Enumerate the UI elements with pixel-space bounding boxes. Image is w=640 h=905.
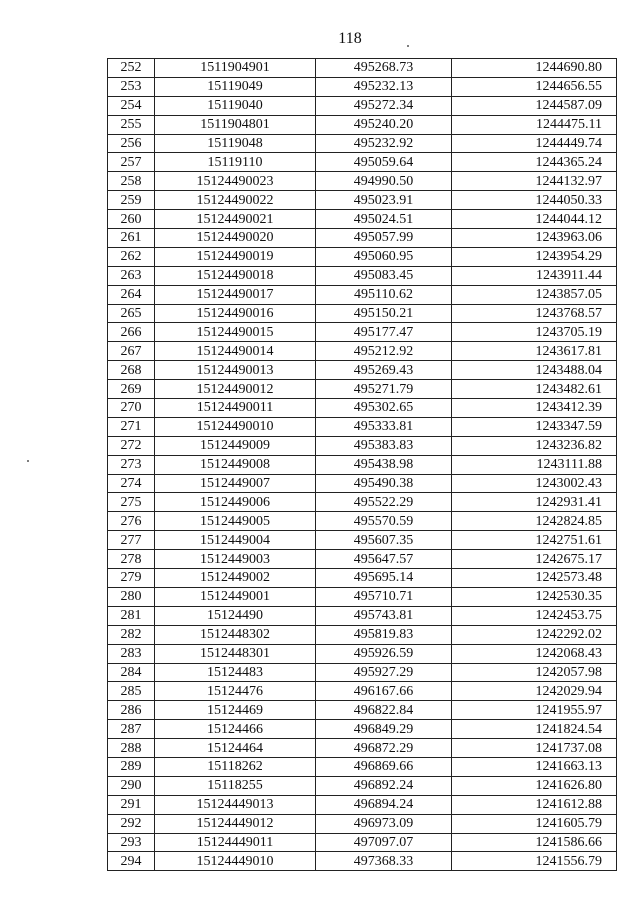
- y-coordinate-cell: 1242530.35: [452, 587, 617, 606]
- point-id-cell: 15124464: [155, 739, 316, 758]
- point-id-cell: 15124490: [155, 606, 316, 625]
- point-id-cell: 15124490016: [155, 304, 316, 323]
- row-number-cell: 274: [108, 474, 155, 493]
- point-id-cell: 15124490011: [155, 399, 316, 418]
- x-coordinate-cell: 495268.73: [316, 59, 452, 78]
- table-row: [108, 587, 617, 606]
- point-id-cell: 15124490018: [155, 266, 316, 285]
- row-number-cell: 269: [108, 380, 155, 399]
- point-id-cell: 15124476: [155, 682, 316, 701]
- x-coordinate-cell: 495647.57: [316, 550, 452, 569]
- table-row: [108, 266, 617, 285]
- table-row: [108, 644, 617, 663]
- table-row: [108, 59, 617, 78]
- row-number-cell: 272: [108, 436, 155, 455]
- x-coordinate-cell: 496892.24: [316, 776, 452, 795]
- x-coordinate-cell: 496849.29: [316, 720, 452, 739]
- row-number-cell: 280: [108, 587, 155, 606]
- table-row: [108, 682, 617, 701]
- row-number-cell: 254: [108, 96, 155, 115]
- row-number-cell: 282: [108, 625, 155, 644]
- table-row: [108, 493, 617, 512]
- x-coordinate-cell: 495819.83: [316, 625, 452, 644]
- y-coordinate-cell: 1243963.06: [452, 229, 617, 248]
- x-coordinate-cell: 495271.79: [316, 380, 452, 399]
- row-number-cell: 275: [108, 493, 155, 512]
- y-coordinate-cell: 1242068.43: [452, 644, 617, 663]
- y-coordinate-cell: 1243705.19: [452, 323, 617, 342]
- x-coordinate-cell: 494990.50: [316, 172, 452, 191]
- table-row: [108, 606, 617, 625]
- x-coordinate-cell: 496822.84: [316, 701, 452, 720]
- y-coordinate-cell: 1242057.98: [452, 663, 617, 682]
- table-body: [108, 59, 617, 871]
- row-number-cell: 288: [108, 739, 155, 758]
- y-coordinate-cell: 1242292.02: [452, 625, 617, 644]
- x-coordinate-cell: 495269.43: [316, 361, 452, 380]
- x-coordinate-cell: 495333.81: [316, 417, 452, 436]
- point-id-cell: 15124466: [155, 720, 316, 739]
- x-coordinate-cell: 495024.51: [316, 210, 452, 229]
- table-row: [108, 739, 617, 758]
- table-row: [108, 361, 617, 380]
- y-coordinate-cell: 1243911.44: [452, 266, 617, 285]
- table-row: [108, 172, 617, 191]
- page-number: 118: [338, 30, 362, 47]
- x-coordinate-cell: 495272.34: [316, 96, 452, 115]
- row-number-cell: 252: [108, 59, 155, 78]
- x-coordinate-cell: 495383.83: [316, 436, 452, 455]
- x-coordinate-cell: 495057.99: [316, 229, 452, 248]
- row-number-cell: 281: [108, 606, 155, 625]
- table-row: [108, 342, 617, 361]
- x-coordinate-cell: 496872.29: [316, 739, 452, 758]
- x-coordinate-cell: 495926.59: [316, 644, 452, 663]
- point-id-cell: 15124490022: [155, 191, 316, 210]
- y-coordinate-cell: 1244449.74: [452, 134, 617, 153]
- x-coordinate-cell: 495150.21: [316, 304, 452, 323]
- x-coordinate-cell: 495607.35: [316, 531, 452, 550]
- table-row: [108, 134, 617, 153]
- table-row: [108, 436, 617, 455]
- y-coordinate-cell: 1243482.61: [452, 380, 617, 399]
- table-row: [108, 795, 617, 814]
- x-coordinate-cell: 495059.64: [316, 153, 452, 172]
- x-coordinate-cell: 495232.13: [316, 77, 452, 96]
- x-coordinate-cell: 495240.20: [316, 115, 452, 134]
- table-row: [108, 96, 617, 115]
- row-number-cell: 273: [108, 455, 155, 474]
- row-number-cell: 287: [108, 720, 155, 739]
- point-id-cell: 15124490014: [155, 342, 316, 361]
- y-coordinate-cell: 1241605.79: [452, 814, 617, 833]
- row-number-cell: 263: [108, 266, 155, 285]
- row-number-cell: 262: [108, 247, 155, 266]
- y-coordinate-cell: 1241556.79: [452, 852, 617, 871]
- y-coordinate-cell: 1243617.81: [452, 342, 617, 361]
- row-number-cell: 291: [108, 795, 155, 814]
- table-row: [108, 417, 617, 436]
- row-number-cell: 260: [108, 210, 155, 229]
- row-number-cell: 284: [108, 663, 155, 682]
- table-row: [108, 701, 617, 720]
- row-number-cell: 253: [108, 77, 155, 96]
- point-id-cell: 1511904801: [155, 115, 316, 134]
- x-coordinate-cell: 495023.91: [316, 191, 452, 210]
- table-row: [108, 625, 617, 644]
- point-id-cell: 1512449004: [155, 531, 316, 550]
- x-coordinate-cell: 495570.59: [316, 512, 452, 531]
- y-coordinate-cell: 1241663.13: [452, 757, 617, 776]
- row-number-cell: 278: [108, 550, 155, 569]
- x-coordinate-cell: 495212.92: [316, 342, 452, 361]
- table-row: [108, 191, 617, 210]
- table-row: [108, 153, 617, 172]
- y-coordinate-cell: 1244050.33: [452, 191, 617, 210]
- point-id-cell: 1512449008: [155, 455, 316, 474]
- table-row: [108, 323, 617, 342]
- point-id-cell: 1512449006: [155, 493, 316, 512]
- y-coordinate-cell: 1243002.43: [452, 474, 617, 493]
- row-number-cell: 277: [108, 531, 155, 550]
- x-coordinate-cell: 495302.65: [316, 399, 452, 418]
- x-coordinate-cell: 495490.38: [316, 474, 452, 493]
- row-number-cell: 276: [108, 512, 155, 531]
- table-row: [108, 531, 617, 550]
- y-coordinate-cell: 1242029.94: [452, 682, 617, 701]
- x-coordinate-cell: 495522.29: [316, 493, 452, 512]
- row-number-cell: 257: [108, 153, 155, 172]
- point-id-cell: 15124490013: [155, 361, 316, 380]
- table-row: [108, 663, 617, 682]
- point-id-cell: 15124490020: [155, 229, 316, 248]
- row-number-cell: 294: [108, 852, 155, 871]
- x-coordinate-cell: 496894.24: [316, 795, 452, 814]
- point-id-cell: 15124490019: [155, 247, 316, 266]
- point-id-cell: 15124490010: [155, 417, 316, 436]
- point-id-cell: 1512448301: [155, 644, 316, 663]
- row-number-cell: 289: [108, 757, 155, 776]
- row-number-cell: 283: [108, 644, 155, 663]
- coordinates-table: [107, 58, 617, 871]
- y-coordinate-cell: 1244044.12: [452, 210, 617, 229]
- stray-mark: [27, 460, 29, 462]
- row-number-cell: 267: [108, 342, 155, 361]
- row-number-cell: 268: [108, 361, 155, 380]
- table-row: [108, 833, 617, 852]
- y-coordinate-cell: 1243954.29: [452, 247, 617, 266]
- table-row: [108, 285, 617, 304]
- y-coordinate-cell: 1242675.17: [452, 550, 617, 569]
- y-coordinate-cell: 1242573.48: [452, 569, 617, 588]
- point-id-cell: 1512449009: [155, 436, 316, 455]
- y-coordinate-cell: 1242824.85: [452, 512, 617, 531]
- table-row: [108, 474, 617, 493]
- y-coordinate-cell: 1242931.41: [452, 493, 617, 512]
- row-number-cell: 286: [108, 701, 155, 720]
- point-id-cell: 15119040: [155, 96, 316, 115]
- y-coordinate-cell: 1244587.09: [452, 96, 617, 115]
- table-row: [108, 776, 617, 795]
- x-coordinate-cell: 495083.45: [316, 266, 452, 285]
- y-coordinate-cell: 1242751.61: [452, 531, 617, 550]
- x-coordinate-cell: 496167.66: [316, 682, 452, 701]
- point-id-cell: 15124469: [155, 701, 316, 720]
- y-coordinate-cell: 1244656.55: [452, 77, 617, 96]
- y-coordinate-cell: 1244132.97: [452, 172, 617, 191]
- y-coordinate-cell: 1241626.80: [452, 776, 617, 795]
- y-coordinate-cell: 1241824.54: [452, 720, 617, 739]
- point-id-cell: 15124449012: [155, 814, 316, 833]
- x-coordinate-cell: 496973.09: [316, 814, 452, 833]
- row-number-cell: 259: [108, 191, 155, 210]
- x-coordinate-cell: 495927.29: [316, 663, 452, 682]
- row-number-cell: 255: [108, 115, 155, 134]
- y-coordinate-cell: 1243347.59: [452, 417, 617, 436]
- y-coordinate-cell: 1241737.08: [452, 739, 617, 758]
- point-id-cell: 1511904901: [155, 59, 316, 78]
- y-coordinate-cell: 1242453.75: [452, 606, 617, 625]
- y-coordinate-cell: 1243488.04: [452, 361, 617, 380]
- point-id-cell: 15119049: [155, 77, 316, 96]
- x-coordinate-cell: 495438.98: [316, 455, 452, 474]
- point-id-cell: 15124490012: [155, 380, 316, 399]
- point-id-cell: 15118255: [155, 776, 316, 795]
- table-row: [108, 852, 617, 871]
- point-id-cell: 1512449005: [155, 512, 316, 531]
- row-number-cell: 264: [108, 285, 155, 304]
- point-id-cell: 1512448302: [155, 625, 316, 644]
- y-coordinate-cell: 1243111.88: [452, 455, 617, 474]
- point-id-cell: 1512449002: [155, 569, 316, 588]
- table-row: [108, 380, 617, 399]
- table-row: [108, 814, 617, 833]
- point-id-cell: 15124490023: [155, 172, 316, 191]
- y-coordinate-cell: 1243236.82: [452, 436, 617, 455]
- table-row: [108, 399, 617, 418]
- x-coordinate-cell: 495710.71: [316, 587, 452, 606]
- y-coordinate-cell: 1243768.57: [452, 304, 617, 323]
- table-row: [108, 115, 617, 134]
- y-coordinate-cell: 1244690.80: [452, 59, 617, 78]
- x-coordinate-cell: 495060.95: [316, 247, 452, 266]
- y-coordinate-cell: 1241612.88: [452, 795, 617, 814]
- table-row: [108, 550, 617, 569]
- x-coordinate-cell: 497097.07: [316, 833, 452, 852]
- table-row: [108, 210, 617, 229]
- table-row: [108, 720, 617, 739]
- point-id-cell: 1512449003: [155, 550, 316, 569]
- point-id-cell: 15124483: [155, 663, 316, 682]
- x-coordinate-cell: 495177.47: [316, 323, 452, 342]
- row-number-cell: 256: [108, 134, 155, 153]
- row-number-cell: 293: [108, 833, 155, 852]
- table-row: [108, 757, 617, 776]
- y-coordinate-cell: 1243857.05: [452, 285, 617, 304]
- table-row: [108, 512, 617, 531]
- row-number-cell: 290: [108, 776, 155, 795]
- y-coordinate-cell: 1241586.66: [452, 833, 617, 852]
- x-coordinate-cell: 497368.33: [316, 852, 452, 871]
- row-number-cell: 258: [108, 172, 155, 191]
- row-number-cell: 261: [108, 229, 155, 248]
- y-coordinate-cell: 1244475.11: [452, 115, 617, 134]
- x-coordinate-cell: 496869.66: [316, 757, 452, 776]
- row-number-cell: 292: [108, 814, 155, 833]
- point-id-cell: 15124490015: [155, 323, 316, 342]
- table-row: [108, 455, 617, 474]
- point-id-cell: 15124449013: [155, 795, 316, 814]
- row-number-cell: 285: [108, 682, 155, 701]
- point-id-cell: 15118262: [155, 757, 316, 776]
- stray-mark: [407, 45, 409, 47]
- x-coordinate-cell: 495232.92: [316, 134, 452, 153]
- x-coordinate-cell: 495695.14: [316, 569, 452, 588]
- y-coordinate-cell: 1243412.39: [452, 399, 617, 418]
- table-row: [108, 77, 617, 96]
- x-coordinate-cell: 495110.62: [316, 285, 452, 304]
- row-number-cell: 266: [108, 323, 155, 342]
- table-row: [108, 304, 617, 323]
- row-number-cell: 270: [108, 399, 155, 418]
- x-coordinate-cell: 495743.81: [316, 606, 452, 625]
- point-id-cell: 15124449011: [155, 833, 316, 852]
- y-coordinate-cell: 1241955.97: [452, 701, 617, 720]
- row-number-cell: 265: [108, 304, 155, 323]
- table-row: [108, 569, 617, 588]
- point-id-cell: 1512449007: [155, 474, 316, 493]
- y-coordinate-cell: 1244365.24: [452, 153, 617, 172]
- point-id-cell: 15119048: [155, 134, 316, 153]
- point-id-cell: 15124490021: [155, 210, 316, 229]
- row-number-cell: 279: [108, 569, 155, 588]
- point-id-cell: 15124490017: [155, 285, 316, 304]
- point-id-cell: 1512449001: [155, 587, 316, 606]
- row-number-cell: 271: [108, 417, 155, 436]
- table-row: [108, 229, 617, 248]
- table-row: [108, 247, 617, 266]
- point-id-cell: 15124449010: [155, 852, 316, 871]
- point-id-cell: 15119110: [155, 153, 316, 172]
